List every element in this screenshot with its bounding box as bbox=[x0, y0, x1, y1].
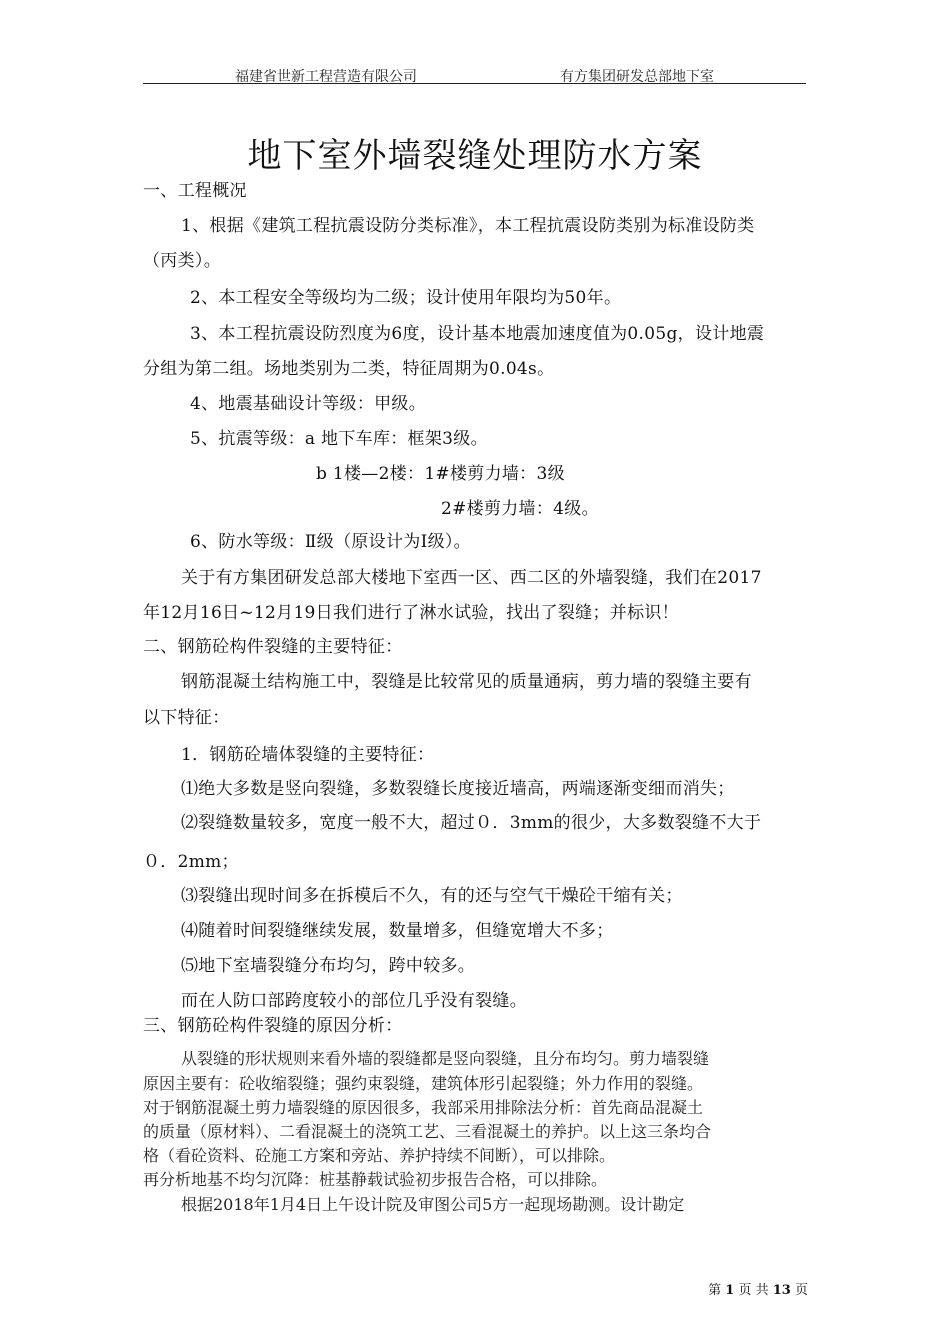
page-number bbox=[708, 1279, 808, 1298]
body-line: 1．钢筋砼墙体裂缝的主要特征： bbox=[181, 745, 435, 765]
body-line: 以下特征： bbox=[143, 708, 230, 728]
body-line: 关于有方集团研发总部大楼地下室西一区、西二区的外墙裂缝，我们在2017 bbox=[181, 568, 762, 588]
list-item: ⑶裂缝出现时间多在拆模后不久，有的还与空气干燥砼干缩有关； bbox=[181, 886, 683, 906]
body-line: 6、防水等级：Ⅱ级（原设计为Ⅰ级）。 bbox=[190, 532, 471, 552]
body-line: 5、抗震等级：a 地下车库：框架3级。 bbox=[190, 429, 488, 449]
list-item: ⑴绝大多数是竖向裂缝，多数裂缝长度接近墙高，两端逐渐变细而消失； bbox=[181, 779, 735, 799]
body-line: 2#楼剪力墙：4级。 bbox=[441, 499, 599, 519]
body-line: 年12月16日~12月19日我们进行了淋水试验，找出了裂缝；并标识！ bbox=[143, 603, 679, 623]
header-company: 福建省世新工程营造有限公司 bbox=[235, 69, 417, 85]
body-line: 分组为第二组。场地类别为二类，特征周期为0.04s。 bbox=[143, 359, 555, 379]
body-line: b 1楼—2楼：1#楼剪力墙：3级 bbox=[316, 464, 565, 484]
section-heading-3: 三、钢筋砼构件裂缝的原因分析： bbox=[143, 1016, 403, 1036]
list-item: ⑸地下室墙裂缝分布均匀，跨中较多。 bbox=[181, 956, 476, 976]
body-line: 根据2018年1月4日上午设计院及审图公司5方一起现场勘测。设计勘定 bbox=[181, 1195, 685, 1214]
body-line: 再分析地基不均匀沉降：桩基静载试验初步报告合格，可以排除。 bbox=[143, 1170, 608, 1189]
total-pages: 13 bbox=[772, 1283, 791, 1298]
body-line: 1、根据《建筑工程抗震设防分类标准》，本工程抗震设防类别为标准设防类 bbox=[181, 216, 755, 236]
body-line: 而在人防口部跨度较小的部位几乎没有裂缝。 bbox=[181, 991, 527, 1011]
section-heading-2: 二、钢筋砼构件裂缝的主要特征： bbox=[143, 637, 403, 657]
body-line: 从裂缝的形状规则来看外墙的裂缝都是竖向裂缝，且分布均匀。剪力墙裂缝 bbox=[181, 1049, 710, 1068]
body-line: 4、地震基础设计等级：甲级。 bbox=[190, 394, 427, 414]
header-project: 有方集团研发总部地下室 bbox=[560, 69, 714, 85]
body-line: 2、本工程安全等级均为二级；设计使用年限均为50年。 bbox=[190, 288, 622, 308]
page-suffix: 页 bbox=[794, 1283, 808, 1298]
document-title: 地下室外墙裂缝处理防水方案 bbox=[247, 136, 703, 176]
section-heading-1: 一、工程概况 bbox=[143, 181, 247, 201]
body-line: 钢筋混凝土结构施工中，裂缝是比较常见的质量通病，剪力墙的裂缝主要有 bbox=[181, 672, 752, 692]
body-line: 的质量（原材料）、二看混凝土的浇筑工艺、三看混凝土的养护。以上这三条均合 bbox=[143, 1122, 712, 1141]
list-item: ⑷随着时间裂缝继续发展，数量增多，但缝宽增大不多； bbox=[181, 921, 614, 941]
body-line: 格（看砼资料、砼施工方案和旁站、养护持续不间断），可以排除。 bbox=[143, 1146, 616, 1165]
body-line: 对于钢筋混凝土剪力墙裂缝的原因很多，我部采用排除法分析：首先商品混凝土 bbox=[143, 1098, 704, 1117]
list-item: ⑵裂缝数量较多，宽度一般不大，超过０．3mm的很少，大多数裂缝不大于 bbox=[181, 813, 762, 833]
body-line: 3、本工程抗震设防烈度为6度，设计基本地震加速度值为0.05g，设计地震 bbox=[190, 324, 765, 344]
header-divider bbox=[143, 83, 806, 84]
current-page: 1 bbox=[725, 1283, 735, 1298]
page-prefix: 第 bbox=[708, 1283, 722, 1298]
body-line: ０．2mm； bbox=[143, 852, 239, 872]
page-mid: 页 共 bbox=[738, 1283, 769, 1298]
body-line: （丙类）。 bbox=[143, 251, 221, 271]
body-line: 原因主要有：砼收缩裂缝；强约束裂缝，建筑体形引起裂缝；外力作用的裂缝。 bbox=[143, 1074, 704, 1093]
